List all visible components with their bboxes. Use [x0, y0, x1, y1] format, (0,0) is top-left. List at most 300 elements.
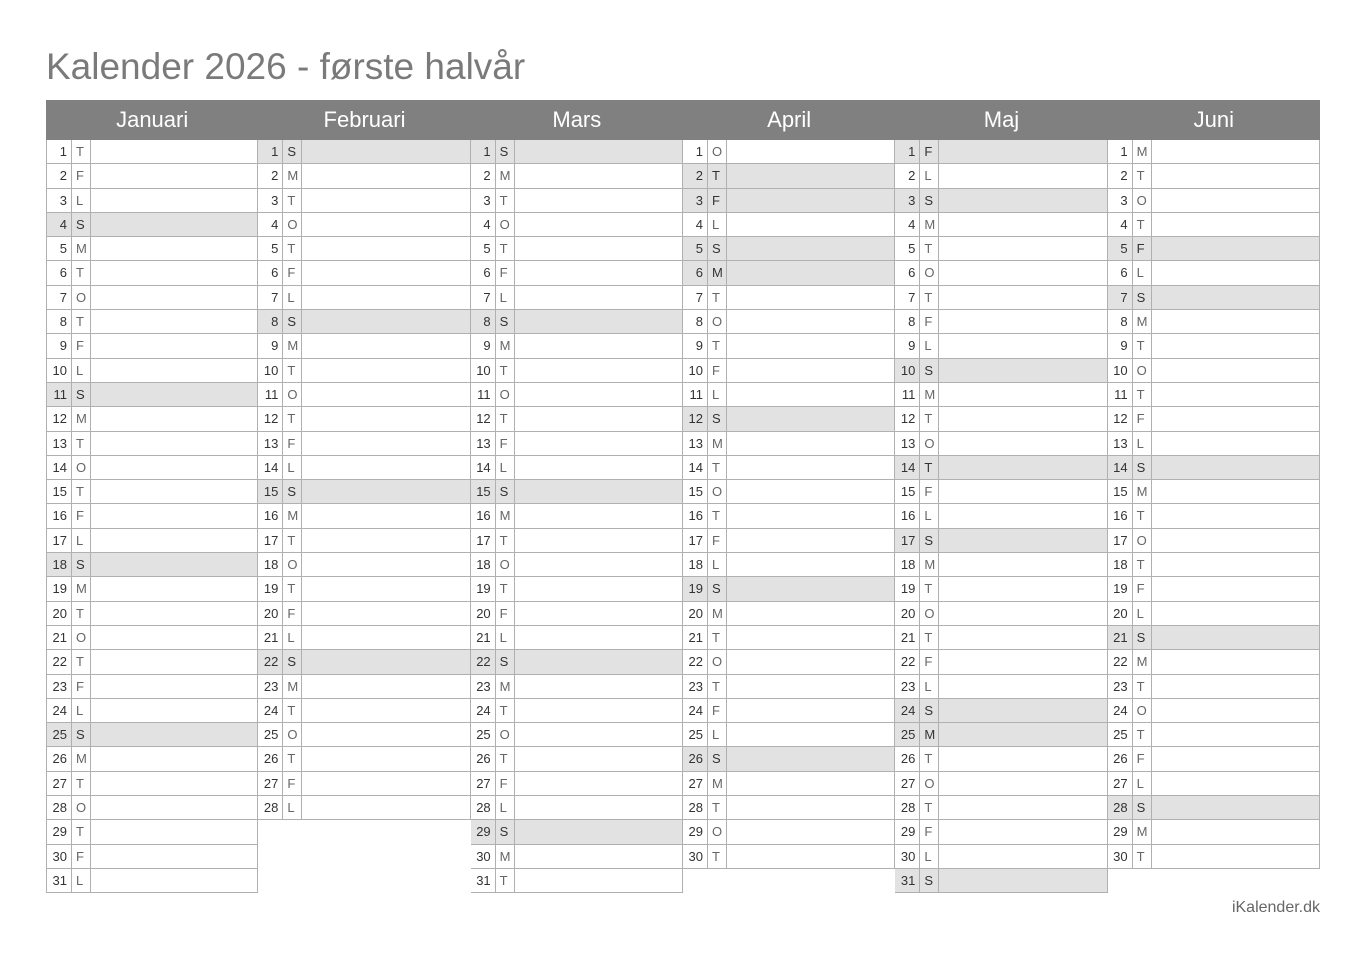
weekday-letter: T [72, 140, 91, 163]
day-row [683, 261, 895, 285]
day-row [1108, 334, 1320, 358]
note-cell [302, 650, 469, 673]
day-row [1108, 747, 1320, 771]
note-cell [727, 164, 894, 187]
weekday-letter: L [920, 164, 939, 187]
weekday-letter: L [496, 796, 515, 819]
day-row [1108, 820, 1320, 844]
day-row [258, 213, 470, 237]
weekday-letter: M [72, 577, 91, 600]
day-row [471, 602, 683, 626]
day-row [683, 723, 895, 747]
note-cell [1152, 310, 1319, 333]
day-number: 15 [683, 480, 708, 503]
day-number: 11 [258, 383, 283, 406]
day-number: 23 [47, 675, 72, 698]
weekday-letter: T [496, 189, 515, 212]
day-row [683, 432, 895, 456]
day-number: 3 [895, 189, 920, 212]
day-row [471, 261, 683, 285]
day-number: 28 [1108, 796, 1133, 819]
weekday-letter: F [496, 261, 515, 284]
note-cell [91, 359, 257, 382]
day-number: 8 [895, 310, 920, 333]
day-number: 2 [471, 164, 496, 187]
note-cell [91, 286, 257, 309]
note-cell [939, 723, 1106, 746]
weekday-letter: M [283, 675, 302, 698]
note-cell [91, 432, 257, 455]
day-row [895, 189, 1107, 213]
note-cell [939, 626, 1106, 649]
weekday-letter: M [1133, 820, 1152, 843]
weekday-letter: S [1133, 626, 1152, 649]
weekday-letter: F [283, 261, 302, 284]
day-number: 22 [471, 650, 496, 673]
weekday-letter: O [708, 820, 727, 843]
weekday-letter: T [283, 747, 302, 770]
day-row [683, 310, 895, 334]
day-row [895, 310, 1107, 334]
day-number: 10 [471, 359, 496, 382]
day-row [683, 675, 895, 699]
note-cell [727, 334, 894, 357]
day-row [1108, 189, 1320, 213]
day-row [1108, 310, 1320, 334]
weekday-letter: T [283, 189, 302, 212]
day-row [1108, 845, 1320, 869]
day-row [46, 480, 258, 504]
day-row [683, 189, 895, 213]
note-cell [515, 796, 682, 819]
day-row [471, 869, 683, 893]
weekday-letter: F [708, 359, 727, 382]
day-number: 23 [683, 675, 708, 698]
day-number: 16 [258, 504, 283, 527]
note-cell [1152, 650, 1319, 673]
weekday-letter: T [920, 286, 939, 309]
day-number: 29 [471, 820, 496, 843]
weekday-letter: T [496, 237, 515, 260]
day-number: 27 [895, 772, 920, 795]
day-row [471, 164, 683, 188]
day-row [895, 213, 1107, 237]
day-number: 18 [47, 553, 72, 576]
day-row [471, 237, 683, 261]
weekday-letter: T [1133, 383, 1152, 406]
note-cell [302, 577, 469, 600]
day-number: 15 [895, 480, 920, 503]
note-cell [515, 164, 682, 187]
note-cell [1152, 529, 1319, 552]
note-cell [302, 334, 469, 357]
weekday-letter: T [920, 577, 939, 600]
day-number: 26 [47, 747, 72, 770]
day-number: 14 [683, 456, 708, 479]
note-cell [1152, 480, 1319, 503]
day-row [471, 310, 683, 334]
note-cell [515, 602, 682, 625]
weekday-letter: O [708, 310, 727, 333]
weekday-letter: L [496, 286, 515, 309]
weekday-letter: S [72, 723, 91, 746]
weekday-letter: M [1133, 310, 1152, 333]
note-cell [939, 480, 1106, 503]
note-cell [1152, 383, 1319, 406]
note-cell [727, 237, 894, 260]
note-cell [727, 699, 894, 722]
day-row [1108, 407, 1320, 431]
day-number: 6 [471, 261, 496, 284]
day-row [471, 796, 683, 820]
day-number: 21 [47, 626, 72, 649]
note-cell [91, 140, 257, 163]
note-cell [302, 164, 469, 187]
day-number: 14 [1108, 456, 1133, 479]
day-row [258, 407, 470, 431]
weekday-letter: T [1133, 164, 1152, 187]
weekday-letter: O [72, 796, 91, 819]
weekday-letter: L [72, 869, 91, 892]
weekday-letter: O [708, 140, 727, 163]
weekday-letter: T [283, 699, 302, 722]
note-cell [939, 140, 1106, 163]
weekday-letter: T [1133, 553, 1152, 576]
day-number: 9 [1108, 334, 1133, 357]
day-row [471, 699, 683, 723]
day-number: 4 [683, 213, 708, 236]
day-row [1108, 456, 1320, 480]
weekday-letter: O [283, 383, 302, 406]
note-cell [1152, 140, 1319, 163]
day-number: 9 [895, 334, 920, 357]
day-row [471, 772, 683, 796]
day-row [1108, 140, 1320, 164]
day-number: 16 [683, 504, 708, 527]
day-number: 13 [258, 432, 283, 455]
note-cell [939, 699, 1106, 722]
weekday-letter: M [1133, 140, 1152, 163]
day-number: 27 [683, 772, 708, 795]
weekday-letter: O [72, 626, 91, 649]
note-cell [1152, 359, 1319, 382]
weekday-letter: F [920, 480, 939, 503]
weekday-letter: F [283, 772, 302, 795]
day-row [683, 140, 895, 164]
note-cell [302, 723, 469, 746]
day-number: 29 [1108, 820, 1133, 843]
day-number: 22 [258, 650, 283, 673]
note-cell [939, 189, 1106, 212]
weekday-letter: F [283, 602, 302, 625]
note-cell [939, 504, 1106, 527]
weekday-letter: O [283, 213, 302, 236]
day-number: 12 [471, 407, 496, 430]
day-row [258, 650, 470, 674]
weekday-letter: L [1133, 772, 1152, 795]
note-cell [302, 213, 469, 236]
weekday-letter: L [708, 553, 727, 576]
note-cell [939, 650, 1106, 673]
day-number: 17 [258, 529, 283, 552]
day-row [46, 359, 258, 383]
day-number: 27 [47, 772, 72, 795]
weekday-letter: L [1133, 602, 1152, 625]
weekday-letter: L [1133, 432, 1152, 455]
note-cell [1152, 845, 1319, 868]
day-row [258, 626, 470, 650]
weekday-letter: S [920, 869, 939, 892]
weekday-letter: F [283, 432, 302, 455]
day-number: 23 [258, 675, 283, 698]
day-row [895, 723, 1107, 747]
weekday-letter: F [72, 164, 91, 187]
day-number: 10 [683, 359, 708, 382]
note-cell [939, 772, 1106, 795]
weekday-letter: L [496, 626, 515, 649]
day-row [471, 747, 683, 771]
day-number: 31 [47, 869, 72, 892]
day-row [683, 699, 895, 723]
weekday-letter: T [1133, 845, 1152, 868]
calendar-grid [46, 100, 1320, 893]
note-cell [515, 359, 682, 382]
day-row [46, 383, 258, 407]
note-cell [939, 334, 1106, 357]
day-number: 4 [47, 213, 72, 236]
note-cell [1152, 602, 1319, 625]
note-cell [939, 553, 1106, 576]
day-row [258, 723, 470, 747]
day-number: 17 [47, 529, 72, 552]
weekday-letter: F [1133, 237, 1152, 260]
weekday-letter: T [920, 796, 939, 819]
day-number: 21 [471, 626, 496, 649]
day-number: 21 [1108, 626, 1133, 649]
weekday-letter: T [920, 407, 939, 430]
weekday-letter: T [283, 529, 302, 552]
weekday-letter: O [496, 553, 515, 576]
weekday-letter: O [920, 772, 939, 795]
day-number: 4 [471, 213, 496, 236]
day-row [895, 456, 1107, 480]
note-cell [91, 723, 257, 746]
day-number: 15 [47, 480, 72, 503]
note-cell [515, 480, 682, 503]
day-number: 1 [471, 140, 496, 163]
day-number: 3 [47, 189, 72, 212]
weekday-letter: T [1133, 504, 1152, 527]
day-number: 17 [471, 529, 496, 552]
day-number: 17 [683, 529, 708, 552]
note-cell [515, 261, 682, 284]
day-number: 16 [1108, 504, 1133, 527]
note-cell [515, 747, 682, 770]
weekday-letter: F [1133, 407, 1152, 430]
day-number: 4 [258, 213, 283, 236]
day-number: 12 [683, 407, 708, 430]
note-cell [939, 869, 1106, 892]
weekday-letter: O [496, 723, 515, 746]
weekday-letter: O [1133, 359, 1152, 382]
day-row [46, 213, 258, 237]
day-row [1108, 796, 1320, 820]
weekday-letter: M [283, 164, 302, 187]
weekday-letter: T [708, 456, 727, 479]
day-row [683, 359, 895, 383]
weekday-letter: T [920, 237, 939, 260]
day-row [471, 723, 683, 747]
day-row [683, 213, 895, 237]
day-row [895, 164, 1107, 188]
day-number: 28 [895, 796, 920, 819]
day-number: 3 [258, 189, 283, 212]
day-row [46, 261, 258, 285]
weekday-letter: M [1133, 480, 1152, 503]
day-number: 25 [471, 723, 496, 746]
weekday-letter: O [1133, 699, 1152, 722]
day-row [895, 504, 1107, 528]
day-number: 28 [258, 796, 283, 819]
note-cell [302, 699, 469, 722]
note-cell [1152, 577, 1319, 600]
weekday-letter: T [72, 480, 91, 503]
day-row [258, 261, 470, 285]
day-row [1108, 261, 1320, 285]
note-cell [727, 796, 894, 819]
note-cell [302, 261, 469, 284]
day-row [46, 504, 258, 528]
note-cell [91, 310, 257, 333]
day-row [895, 383, 1107, 407]
weekday-letter: T [708, 845, 727, 868]
weekday-letter: S [72, 213, 91, 236]
day-row [1108, 723, 1320, 747]
note-cell [515, 407, 682, 430]
day-row [471, 480, 683, 504]
day-row [46, 820, 258, 844]
note-cell [515, 699, 682, 722]
weekday-letter: S [1133, 796, 1152, 819]
note-cell [91, 626, 257, 649]
day-row [258, 383, 470, 407]
note-cell [302, 553, 469, 576]
weekday-letter: O [708, 480, 727, 503]
day-row [683, 602, 895, 626]
day-row [258, 456, 470, 480]
day-row [471, 334, 683, 358]
day-row [258, 675, 470, 699]
weekday-letter: M [72, 407, 91, 430]
day-number: 31 [471, 869, 496, 892]
note-cell [939, 577, 1106, 600]
day-row [683, 237, 895, 261]
weekday-letter: O [496, 383, 515, 406]
weekday-letter: T [72, 602, 91, 625]
day-row [471, 553, 683, 577]
day-number: 6 [47, 261, 72, 284]
weekday-letter: M [496, 675, 515, 698]
note-cell [727, 189, 894, 212]
day-number: 11 [47, 383, 72, 406]
note-cell [727, 456, 894, 479]
note-cell [515, 577, 682, 600]
note-cell [727, 359, 894, 382]
note-cell [515, 504, 682, 527]
weekday-letter: L [72, 699, 91, 722]
day-number: 20 [1108, 602, 1133, 625]
note-cell [727, 407, 894, 430]
day-row [471, 140, 683, 164]
weekday-letter: S [283, 310, 302, 333]
day-row [895, 675, 1107, 699]
day-number: 23 [471, 675, 496, 698]
day-row [683, 286, 895, 310]
note-cell [515, 723, 682, 746]
day-row [46, 577, 258, 601]
note-cell [91, 553, 257, 576]
weekday-letter: T [1133, 213, 1152, 236]
month-header: April [683, 100, 895, 140]
day-number: 14 [471, 456, 496, 479]
note-cell [302, 602, 469, 625]
note-cell [91, 650, 257, 673]
note-cell [302, 529, 469, 552]
weekday-letter: S [920, 529, 939, 552]
day-number: 25 [258, 723, 283, 746]
day-number: 27 [1108, 772, 1133, 795]
weekday-letter: O [708, 650, 727, 673]
note-cell [727, 650, 894, 673]
note-cell [302, 310, 469, 333]
day-row [895, 553, 1107, 577]
day-row [683, 553, 895, 577]
day-number: 5 [1108, 237, 1133, 260]
note-cell [302, 675, 469, 698]
day-number: 24 [47, 699, 72, 722]
note-cell [939, 359, 1106, 382]
weekday-letter: M [920, 553, 939, 576]
day-row [895, 626, 1107, 650]
day-number: 16 [895, 504, 920, 527]
day-number: 29 [683, 820, 708, 843]
note-cell [91, 796, 257, 819]
day-number: 2 [258, 164, 283, 187]
weekday-letter: T [496, 359, 515, 382]
note-cell [727, 529, 894, 552]
note-cell [91, 602, 257, 625]
day-number: 27 [258, 772, 283, 795]
note-cell [302, 286, 469, 309]
day-row [683, 334, 895, 358]
weekday-letter: M [72, 237, 91, 260]
note-cell [1152, 237, 1319, 260]
note-cell [91, 772, 257, 795]
day-number: 24 [1108, 699, 1133, 722]
day-row [46, 699, 258, 723]
note-cell [302, 237, 469, 260]
weekday-letter: S [283, 650, 302, 673]
day-number: 20 [47, 602, 72, 625]
day-number: 16 [471, 504, 496, 527]
note-cell [91, 334, 257, 357]
day-row [683, 650, 895, 674]
day-row [258, 189, 470, 213]
day-row [895, 845, 1107, 869]
day-row [683, 577, 895, 601]
day-row [683, 747, 895, 771]
weekday-letter: T [496, 577, 515, 600]
